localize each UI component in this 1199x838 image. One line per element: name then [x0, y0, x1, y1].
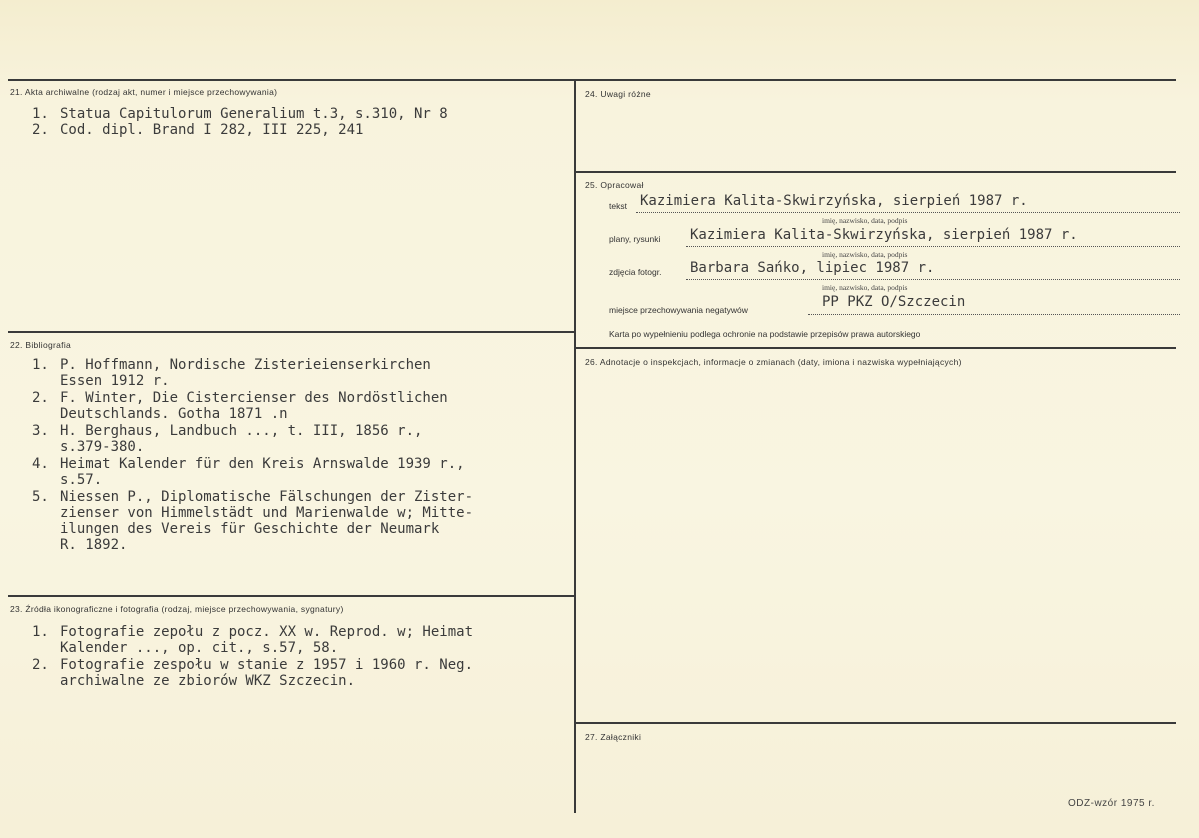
- entry-number: 4.: [32, 456, 49, 472]
- negatywy-line: [808, 314, 1180, 315]
- section-23-label: 23. Źródła ikonograficzne i fotografia (rodzaj, miejsce przechowywania, sygnatury): [10, 604, 344, 614]
- negatywy-label: miejsce przechowywania negatywów: [609, 305, 748, 315]
- section-24-label: 24. Uwagi różne: [585, 89, 651, 99]
- entry-number: 2.: [32, 657, 49, 673]
- entry-text: Statua Capitulorum Generalium t.3, s.310, Nr 8: [60, 106, 448, 122]
- zdjecia-caption: imię, nazwisko, data, podpis: [822, 283, 908, 292]
- tekst-caption: imię, nazwisko, data, podpis: [822, 216, 908, 225]
- zdjecia-label: zdjęcia fotogr.: [609, 267, 662, 277]
- negatywy-value: PP PKZ O/Szczecin: [822, 294, 966, 310]
- rule-23: [8, 595, 574, 597]
- entry-number: 2.: [32, 122, 49, 138]
- section-21-entry-2: [32, 122, 364, 186]
- entry-number: 3.: [32, 423, 49, 439]
- rule-22: [8, 331, 574, 333]
- section-26-label: 26. Adnotacje o inspekcjach, informacje o zmianach (daty, imiona i nazwiska wypełniających): [585, 357, 962, 367]
- section-27-label: 27. Załączniki: [585, 732, 642, 742]
- section-22-label: 22. Bibliografia: [10, 340, 72, 350]
- rule-26: [576, 347, 1176, 349]
- center-divider: [574, 80, 576, 813]
- entry-text: F. Winter, Die Cistercienser des Nordöstlichen Deutschlands. Gotha 1871 .n: [60, 390, 448, 422]
- entry-text: P. Hoffmann, Nordische Zisterieienserkirchen Essen 1912 r.: [60, 357, 431, 389]
- top-rule: [8, 79, 1176, 81]
- plany-line: [686, 246, 1180, 247]
- entry-number: 1.: [32, 624, 49, 640]
- entry-number: 5.: [32, 489, 49, 505]
- entry-text: Cod. dipl. Brand I 282, III 225, 241: [60, 122, 364, 138]
- entry-number: 1.: [32, 106, 49, 122]
- entry-text: Fotografie zespołu w stanie z 1957 i 1960 r. Neg. archiwalne ze zbiorów WKZ Szczecin.: [60, 657, 474, 689]
- section-21-label: 21. Akta archiwalne (rodzaj akt, numer i miejsce przechowywania): [10, 87, 278, 97]
- section-25-label: 25. Opracował: [585, 180, 644, 190]
- copyright-note: Karta po wypełnieniu podlega ochronie na podstawie przepisów prawa autorskiego: [609, 329, 921, 339]
- rule-25: [576, 171, 1176, 173]
- rule-27: [576, 722, 1176, 724]
- entry-text: H. Berghaus, Landbuch ..., t. III, 1856 r., s.379-380.: [60, 423, 423, 455]
- form-code: ODZ-wzór 1975 r.: [1068, 798, 1155, 809]
- section-22-entry-5: [32, 489, 474, 553]
- entry-number: 2.: [32, 390, 49, 406]
- tekst-line: [636, 212, 1180, 213]
- entry-text: Niessen P., Diplomatische Fälschungen der Zister- zienser von Himmelstädt und Marienwalde w; Mitte- ilungen des Vereis für Geschichte der Neumark R. 1892.: [60, 489, 474, 553]
- entry-text: Fotografie zepołu z pocz. XX w. Reprod. w; Heimat Kalender ..., op. cit., s.57, 58.: [60, 624, 474, 656]
- tekst-value: Kazimiera Kalita-Skwirzyńska, sierpień 1987 r.: [640, 193, 1028, 209]
- plany-label: plany, rysunki: [609, 234, 661, 244]
- entry-number: 1.: [32, 357, 49, 373]
- tekst-label: tekst: [609, 201, 627, 211]
- plany-caption: imię, nazwisko, data, podpis: [822, 250, 908, 259]
- zdjecia-line: [686, 279, 1180, 280]
- section-23-entry-2: [32, 657, 474, 721]
- zdjecia-value: Barbara Sańko, lipiec 1987 r.: [690, 260, 935, 276]
- entry-text: Heimat Kalender für den Kreis Arnswalde 1939 r., s.57.: [60, 456, 465, 488]
- plany-value: Kazimiera Kalita-Skwirzyńska, sierpień 1987 r.: [690, 227, 1078, 243]
